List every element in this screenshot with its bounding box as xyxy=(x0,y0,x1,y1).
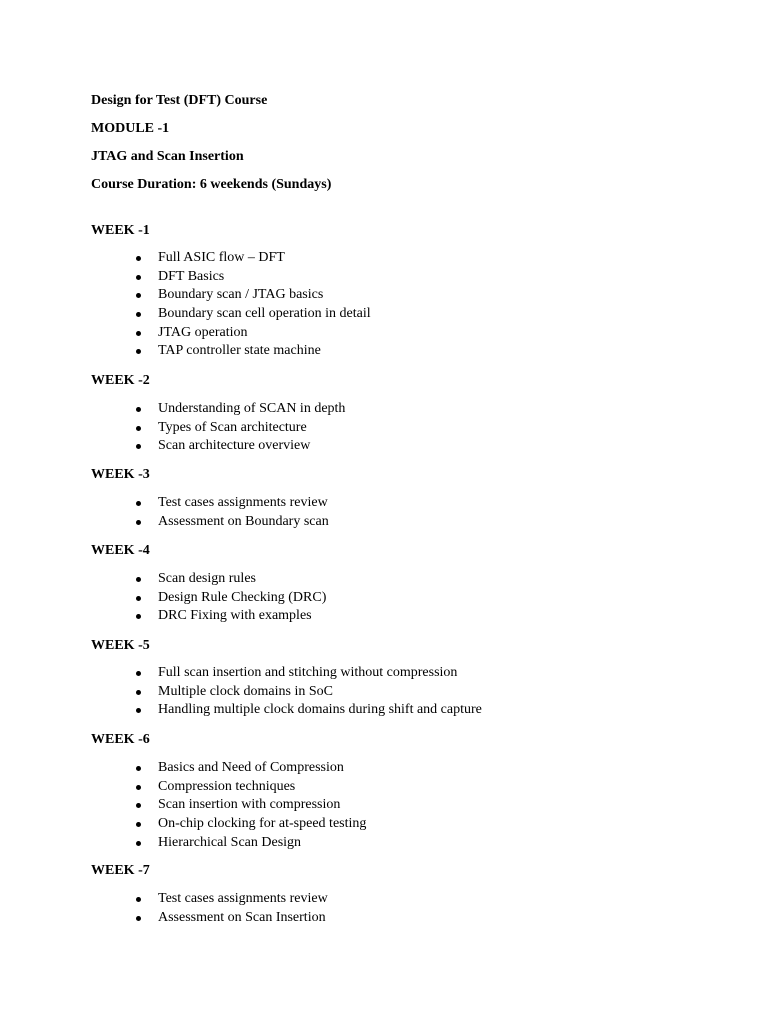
bullet-icon xyxy=(136,444,141,449)
bullet-icon xyxy=(136,256,141,261)
bullet-icon xyxy=(136,407,141,412)
bullet-icon xyxy=(136,426,141,431)
bullet-icon xyxy=(136,349,141,354)
week-5-heading: WEEK -5 xyxy=(91,638,150,653)
bullet-icon xyxy=(136,275,141,280)
week-4-heading: WEEK -4 xyxy=(91,543,150,558)
bullet-icon xyxy=(136,312,141,317)
bullet-icon xyxy=(136,690,141,695)
bullet-icon xyxy=(136,331,141,336)
bullet-icon xyxy=(136,671,141,676)
week-7-heading: WEEK -7 xyxy=(91,863,150,878)
module-number: MODULE -1 xyxy=(91,121,170,136)
bullet-icon xyxy=(136,520,141,525)
bullet-icon xyxy=(136,916,141,921)
module-title: JTAG and Scan Insertion xyxy=(91,149,244,164)
course-title: Design for Test (DFT) Course xyxy=(91,93,268,108)
bullet-icon xyxy=(136,501,141,506)
bullet-icon xyxy=(136,577,141,582)
bullet-icon xyxy=(136,708,141,713)
week-3-heading: WEEK -3 xyxy=(91,467,150,482)
bullet-icon xyxy=(136,822,141,827)
bullet-icon xyxy=(136,841,141,846)
bullet-icon xyxy=(136,293,141,298)
bullet-icon xyxy=(136,596,141,601)
bullet-icon xyxy=(136,766,141,771)
bullet-icon xyxy=(136,785,141,790)
document-page: Design for Test (DFT) Course MODULE -1 JTAG and Scan Insertion Course Duration: 6 weekends (Sundays) WEEK -1 Full ASIC flow – DFT DFT Basics Boundary scan / JTAG basics Boundary scan cell operation in detail JTAG operation TAP controller state machine WEEK -2 Understanding of SCAN in depth Types of Scan architecture Scan architecture overview WEEK -3 Test cases assignments review Assessment on Boundary scan WEEK -4 Scan design rules Design Rule Checking (DRC) DRC Fixing with examples WEEK -5 Full scan insertion and stitching without compression Multiple clock domains in SoC Handling multiple clock domains during shift and capture WEEK -6 Basics and Need of Compression Compression techniques Scan insertion with compression On-chip clocking for at-speed testing Hierarchical Scan Design WEEK -7 Test cases assignments review Assessment on Scan Insertion xyxy=(91,93,482,925)
week-6-heading: WEEK -6 xyxy=(91,732,150,747)
week-1-heading: WEEK -1 xyxy=(91,223,150,238)
week-2-heading: WEEK -2 xyxy=(91,373,150,388)
bullet-icon xyxy=(136,614,141,619)
bullet-icon xyxy=(136,803,141,808)
bullet-icon xyxy=(136,897,141,902)
course-duration: Course Duration: 6 weekends (Sundays) xyxy=(91,177,332,192)
